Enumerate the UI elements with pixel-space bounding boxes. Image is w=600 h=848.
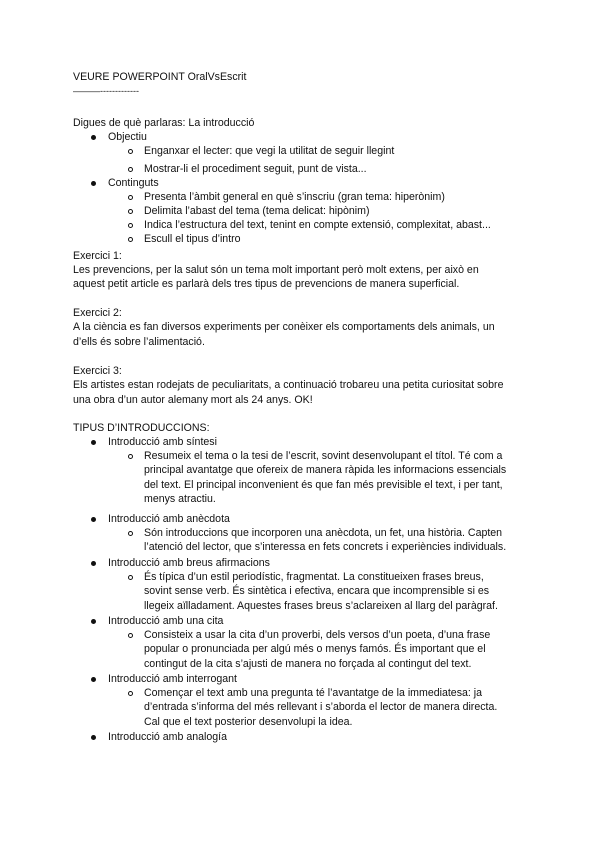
bullet-icon — [91, 440, 96, 445]
objectiu-item: Enganxar el lecter: que vegi la utilitat de seguir llegint — [144, 145, 395, 157]
intro-heading: Digues de què parlaras: La introducció — [73, 117, 255, 129]
tipus-item-text: Començar el text amb una pregunta té l’avantatge de la immediatesa: ja — [144, 687, 483, 699]
tipus-item-text: popular o pronunciada per algú més o menys famós. És important que el — [144, 643, 486, 655]
document-title: VEURE POWERPOINT OralVsEscrit — [73, 71, 247, 83]
tipus-item-label: Introducció amb interrogant — [108, 673, 237, 685]
tipus-item-text: llegeix aïlladament. Aquestes frases breus s’aclareixen al llarg del paràgraf. — [144, 600, 498, 612]
tipus-item-text: contingut de la cita s’ajusti de manera no forçada al contingut del text. — [144, 658, 472, 670]
hollow-bullet-icon — [128, 167, 133, 172]
continguts-item: Escull el tipus d’intro — [144, 233, 241, 245]
hollow-bullet-icon — [128, 633, 133, 638]
exercici-text: Els artistes estan rodejats de peculiaritats, a continuació trobareu una petita curiositat sobre — [73, 379, 504, 391]
tipus-item-text: Cal que el text posterior desenvolupi la idea. — [144, 716, 353, 728]
hollow-bullet-icon — [128, 223, 133, 228]
exercici-text: d’ells és sobre l’alimentació. — [73, 336, 205, 348]
hollow-bullet-icon — [128, 575, 133, 580]
continguts-item: Delimita l’abast del tema (tema delicat: hipònim) — [144, 205, 370, 217]
hollow-bullet-icon — [128, 149, 133, 154]
tipus-item-label: Introducció amb anècdota — [108, 513, 230, 525]
tipus-item-label: Introducció amb una cita — [108, 615, 224, 627]
bullet-icon — [91, 517, 96, 522]
bullet-icon — [91, 735, 96, 740]
exercici-text: A la ciència es fan diversos experiments per conèixer els comportaments dels animals, un — [73, 321, 495, 333]
exercici-label: Exercici 3: — [73, 365, 122, 377]
bullet-icon — [91, 181, 96, 186]
exercici-text: Les prevencions, per la salut són un tema molt important però molt extens, per això en — [73, 264, 479, 276]
tipus-item-text: del text. El principal inconvenient és que fan més previsible el text, i per tant, — [144, 479, 503, 491]
exercici-label: Exercici 1: — [73, 250, 122, 262]
tipus-item-text: Consisteix a usar la cita d’un proverbi, dels versos d’un poeta, d’una frase — [144, 629, 491, 641]
title-underline: ———------------- — [73, 86, 139, 96]
exercici-text: una obra d’un autor alemany mort als 24 anys. OK! — [73, 394, 313, 406]
tipus-heading: TIPUS D’INTRODUCCIONS: — [73, 422, 210, 434]
objectiu-label: Objectiu — [108, 131, 147, 143]
bullet-icon — [91, 561, 96, 566]
exercici-label: Exercici 2: — [73, 307, 122, 319]
hollow-bullet-icon — [128, 195, 133, 200]
bullet-icon — [91, 619, 96, 624]
objectiu-item: Mostrar-li el procediment seguit, punt de vista... — [144, 163, 367, 175]
continguts-item: Indica l’estructura del text, tenint en compte extensió, complexitat, abast... — [144, 219, 491, 231]
tipus-item-text: principal avantatge que ofereix de manera ràpida les informacions essencials — [144, 464, 507, 476]
tipus-item-text: d’entrada s’informa del més rellevant i s’aborda el lector de manera directa. — [144, 701, 498, 713]
exercici-text: aquest petit article es parlarà dels tres tipus de prevencions de manera superficial. — [73, 278, 460, 290]
tipus-item-text: Són introduccions que incorporen una anècdota, un fet, una història. Capten — [144, 527, 503, 539]
tipus-item-text: l’atenció del lector, que s’interessa en fets concrets i experiències individuals. — [144, 541, 507, 553]
continguts-item: Presenta l’àmbit general en què s’inscriu (gran tema: hiperònim) — [144, 191, 445, 203]
hollow-bullet-icon — [128, 691, 133, 696]
tipus-item-label: Introducció amb analogía — [108, 731, 227, 743]
tipus-item-label: Introducció amb síntesi — [108, 436, 217, 448]
tipus-item-text: menys atractiu. — [144, 493, 216, 505]
tipus-item-text: Resumeix el tema o la tesi de l’escrit, sovint desenvolupant el títol. Té com a — [144, 450, 503, 462]
bullet-icon — [91, 677, 96, 682]
tipus-item-label: Introducció amb breus afirmacions — [108, 557, 270, 569]
tipus-item-text: sovint sense verb. És sintètica i efectiva, encara que incomprensible si es — [144, 585, 490, 597]
hollow-bullet-icon — [128, 454, 133, 459]
bullet-icon — [91, 135, 96, 140]
hollow-bullet-icon — [128, 237, 133, 242]
tipus-item-text: És típica d’un estil periodístic, fragmentat. La constitueixen frases breus, — [144, 571, 484, 583]
continguts-label: Continguts — [108, 177, 159, 189]
hollow-bullet-icon — [128, 209, 133, 214]
hollow-bullet-icon — [128, 531, 133, 536]
